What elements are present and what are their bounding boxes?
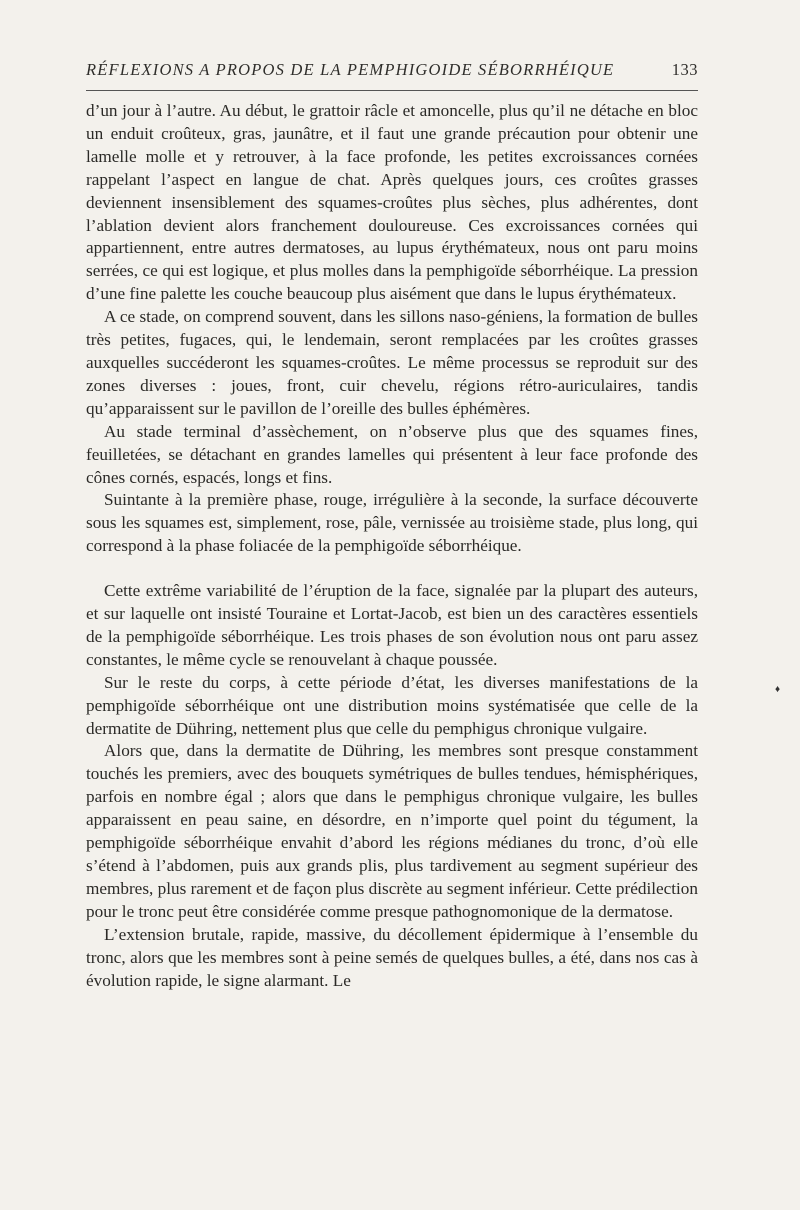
paragraph: L’extension brutale, rapide, massive, du décollement épidermique à l’ensemble du tronc, alors que les membres sont à peine semés de quelques bulles, a été, dans nos cas à évolution rapide, le signe alarmant. Le [86,924,698,990]
paragraph: Suintante à la première phase, rouge, irrégulière à la seconde, la surface découverte sous les squames est, simplement, rose, pâle, vernissée au troisième stade, plus long, qui correspond à la phase foliacée de la pemphigoïde séborrhéique. [86,490,698,556]
margin-mark: ♦ [775,684,781,695]
header-rule [86,90,698,91]
page-number: 133 [671,60,698,79]
paragraph: A ce stade, on comprend souvent, dans les sillons naso-géniens, la formation de bulles très petites, fugaces, qui, le lendemain, seront remplacées par les croûtes grasses auxquelles succéderont les squames-croûtes. Le même processus se reproduit sur des zones diverses : joues, front, cuir chevelu, régions rétro-auriculaires, tandis qu’apparaissent sur le pavillon de l’oreille des bulles éphémères. [86,307,698,418]
paragraph: Sur le reste du corps, à cette période d’état, les diverses manifestations de la pemphigoïde séborrhéique ont une distribution moins systématisée que celle de la dermatite de Dühring, nettement plus que celle du pemphigus chronique vulgaire. [86,672,698,738]
paragraph: Au stade terminal d’assèchement, on n’observe plus que des squames fines, feuilletées, se détachant en grandes lamelles qui présentent à leur face profonde des cônes cornés, espacés, longs et fins. [86,421,698,487]
running-head [86,60,698,84]
paragraph: Cette extrême variabilité de l’éruption de la face, signalée par la plupart des auteurs, et sur laquelle ont insisté Touraine et Lortat-Jacob, est bien un des caractères essentiels de la pemphigoïde séborrhéique. Les trois phases de son évolution nous ont paru assez constantes, le même cycle se renouvelant à chaque poussée. [86,581,698,669]
section-gap [86,558,698,580]
body-text [86,100,698,992]
paragraph: d’un jour à l’autre. Au début, le grattoir râcle et amoncelle, plus qu’il ne détache en bloc un enduit croûteux, gras, jaunâtre, et il faut une grande précaution pour obtenir une lamelle molle et y retrouver, à la face profonde, les petites excroissances cornées rappelant l’aspect en langue de chat. Après quelques jours, ces croûtes grasses deviennent insensiblement des squames-croûtes plus sèches, plus adhérentes, dont l’ablation devient alors franchement douloureuse. Ces excroissances cornées qui appartiennent, entre autres dermatoses, au lupus érythémateux, nous ont paru moins serrées, ce qui est logique, et plus molles dans la pemphigoïde séborrhéique. La pression d’une fine palette les couche beaucoup plus aisément que dans le lupus érythémateux. [86,101,698,304]
running-title: RÉFLEXIONS A PROPOS DE LA PEMPHIGOIDE SÉBORRHÉIQUE [86,60,615,79]
paragraph: Alors que, dans la dermatite de Dühring, les membres sont presque constamment touchés les premiers, avec des bouquets symétriques de bulles tendues, hémisphériques, parfois en nombre égal ; alors que dans le pemphigus chronique vulgaire, les bulles apparaissent en peau saine, en désordre, en n’importe quel point du tégument, la pemphigoïde séborrhéique envahit d’abord les régions médianes du tronc, d’où elle s’étend à l’abdomen, puis aux grands plis, plus tardivement au segment supérieur des membres, plus rarement et de façon plus discrète au segment inférieur. Cette prédilection pour le tronc peut être considérée comme presque pathognomonique de la dermatose. [86,741,698,921]
